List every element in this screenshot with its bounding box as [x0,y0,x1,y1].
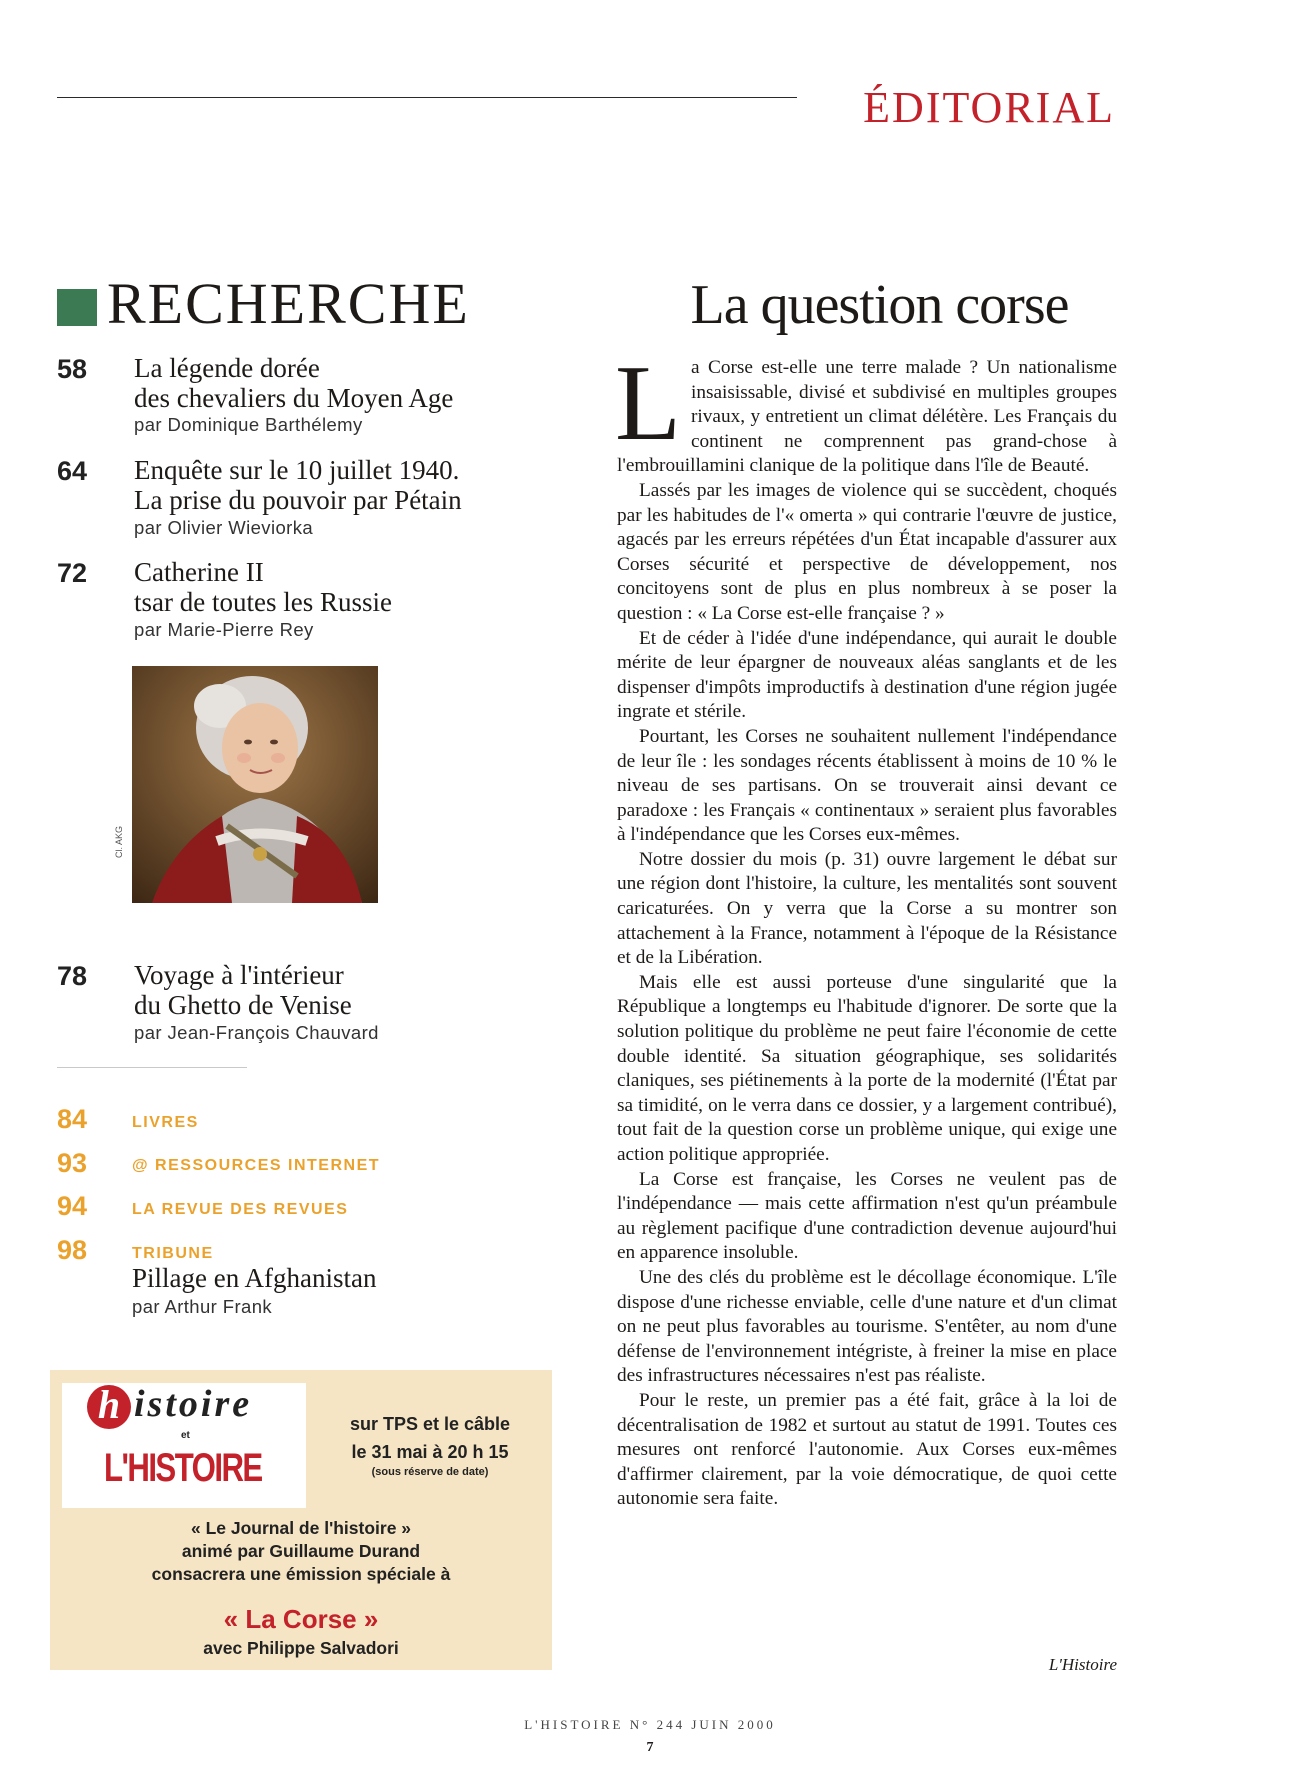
histoire-logo-word: istoire [134,1383,253,1425]
tv-description-line: « Le Journal de l'histoire » [190,1518,412,1538]
catherine-portrait [132,666,378,903]
toc-author: par Arthur Frank [132,1296,273,1317]
page-number: 7 [646,1740,654,1755]
toc-author: par Dominique Barthélemy [134,414,363,435]
toc-title[interactable]: Pillage en Afghanistan [132,1263,377,1293]
toc-author: par Marie-Pierre Rey [134,619,314,640]
rubric-page-number[interactable]: 94 [57,1191,88,1221]
photo-credit: Cl. AKG [114,825,124,858]
toc-title[interactable] [134,960,352,1020]
article-signature: L'Histoire [1048,1655,1117,1674]
histoire-logo-icon: h [87,1385,131,1429]
toc-page-number[interactable]: 58 [57,354,88,384]
tv-schedule [320,1410,540,1466]
page-footer: L'HISTOIRE N° 244 JUIN 2000 [524,1717,776,1732]
header-rule [57,97,797,98]
toc-title-line: Catherine II [134,557,264,587]
toc-title-line: des chevaliers du Moyen Age [134,383,454,413]
divider [57,1067,247,1068]
toc-title-line: Enquête sur le 10 juillet 1940. [134,455,460,485]
article-paragraph: Et de céder à l'idée d'une indépendance, qui aurait le double mérite de leur épargner de nouveaux aléas sanglants et de les dispenser d'impôts improductifs à destination d'une région jugée ingrate et stérile. [617,627,1117,723]
toc-author: par Olivier Wieviorka [134,517,314,538]
article-paragraph: La Corse est française, les Corses ne veulent pas de l'indépendance — mais cette affirmation n'est qu'un préambule au règlement pacifique d'une contradiction devenue aujourd'hui en apparence insoluble. [617,1168,1117,1264]
rubric-label[interactable]: TRIBUNE [132,1245,214,1262]
portrait-image [132,666,378,903]
toc-title[interactable] [134,455,462,515]
article-paragraph: Pour le reste, un premier pas a été fait, grâce à la loi de décentralisation de 1982 et surtout au statut de 1991. Toutes ces mesures ont renforcé l'autonomie. Aux Corses eux-mêmes d'affirmer clairement, par la voie démocratique, de quoi cette autonomie sera faite. [617,1389,1117,1510]
article-paragraph: Mais elle est aussi porteuse d'une singularité que la République a longtemps eu l'habitude d'ignorer. De sorte que la solution politique du problème ne peut faire l'économie de cette double identité. Sa situation géographique, ses solidarités claniques, ses piétinements à la porte de la modernité (l'État par sa timidité, on le verra dans ce dossier, y a largement contribué), tout fait de la question corse un problème unique, qui exige une action politique appropriée. [617,971,1117,1165]
toc-title-line: La légende dorée [134,353,320,383]
tv-description-line: animé par Guillaume Durand [181,1541,421,1561]
logo-et: et [181,1430,190,1441]
toc-page-number[interactable]: 72 [57,558,88,588]
tv-datetime: le 31 mai à 20 h 15 [351,1442,509,1462]
article-paragraph: Une des clés du problème est le décollage économique. L'île dispose d'une richesse enviable, celle d'une nature et d'un climat on ne peut plus favorables au tourisme. S'entêter, au nom d'une défense de l'environnement intégriste, à freiner la mise en place des infrastructures nécessaires n'est pas réaliste. [617,1266,1117,1387]
rubric-page-number[interactable]: 98 [57,1235,88,1265]
rubric-page-number[interactable]: 93 [57,1148,88,1178]
drop-cap: L [615,344,681,463]
rubric-label[interactable]: @ RESSOURCES INTERNET [132,1157,381,1174]
tv-guest: avec Philippe Salvadori [203,1638,399,1658]
tv-channel: sur TPS et le câble [349,1414,511,1434]
article-paragraph: Notre dossier du mois (p. 31) ouvre largement le débat sur une région dont l'histoire, la culture, les mentalités sont souvent caricaturées. On y verra que la Corse a su montrer son attachement à la France, notamment à l'époque de la Résistance et de la Libération. [617,848,1117,969]
toc-title-line: Voyage à l'intérieur [134,960,344,990]
article-paragraph: Lassés par les images de violence qui se succèdent, choqués par les habitudes de l'« omerta » qui contrarie l'œuvre de justice, agacés par les erreurs répétées d'un État incapable d'assurer aux Corses sécurité et perspective de développement, nos concitoyens sont de plus en plus nombreux à se poser la question : « La Corse est-elle française ? » [617,479,1117,624]
rubric-label[interactable]: LA REVUE DES REVUES [132,1201,349,1218]
article-title: La question corse [690,274,1069,336]
toc-title-line: du Ghetto de Venise [134,990,352,1020]
toc-title-line: tsar de toutes les Russie [134,587,392,617]
tv-note: (sous réserve de date) [371,1466,489,1478]
toc-title[interactable] [134,353,453,413]
rubric-label[interactable]: LIVRES [132,1114,199,1131]
rubric-page-number[interactable]: 84 [57,1104,88,1134]
recherche-heading: RECHERCHE [107,271,470,336]
toc-author: par Jean-François Chauvard [134,1022,379,1043]
article-paragraph: Pourtant, les Corses ne souhaitent nullement l'indépendance de leur île : les sondages récents établissent à moins de 10 % le niveau de ses partisans. On se trouverait ainsi devant ce paradoxe : les Français « continentaux » seraient plus favorables à l'indépendance que les Corses eux-mêmes. [617,725,1117,846]
section-marker [57,289,97,326]
toc-page-number[interactable]: 64 [57,456,88,486]
toc-title-line: La prise du pouvoir par Pétain [134,485,462,515]
section-title: ÉDITORIAL [863,83,1115,132]
lhistoire-logo: L'HISTOIRE [104,1446,262,1490]
toc-page-number[interactable]: 78 [57,961,88,991]
tv-description-line: consacrera une émission spéciale à [151,1564,451,1584]
toc-title[interactable] [134,557,392,617]
article-paragraph [615,344,1117,479]
article-body [615,344,1117,1512]
paragraph-text: a Corse est-elle une terre malade ? Un nationalisme insaisissable, divisé et subdivisé en multiples groupes rivaux, y entretient un climat délétère. Les Français du continent ne comprennent pas grand-chose à l'embrouillamini clanique de la politique dans l'île de Beauté. [617,357,1117,477]
tv-highlight: « La Corse » [223,1604,379,1634]
tv-description [62,1517,540,1586]
